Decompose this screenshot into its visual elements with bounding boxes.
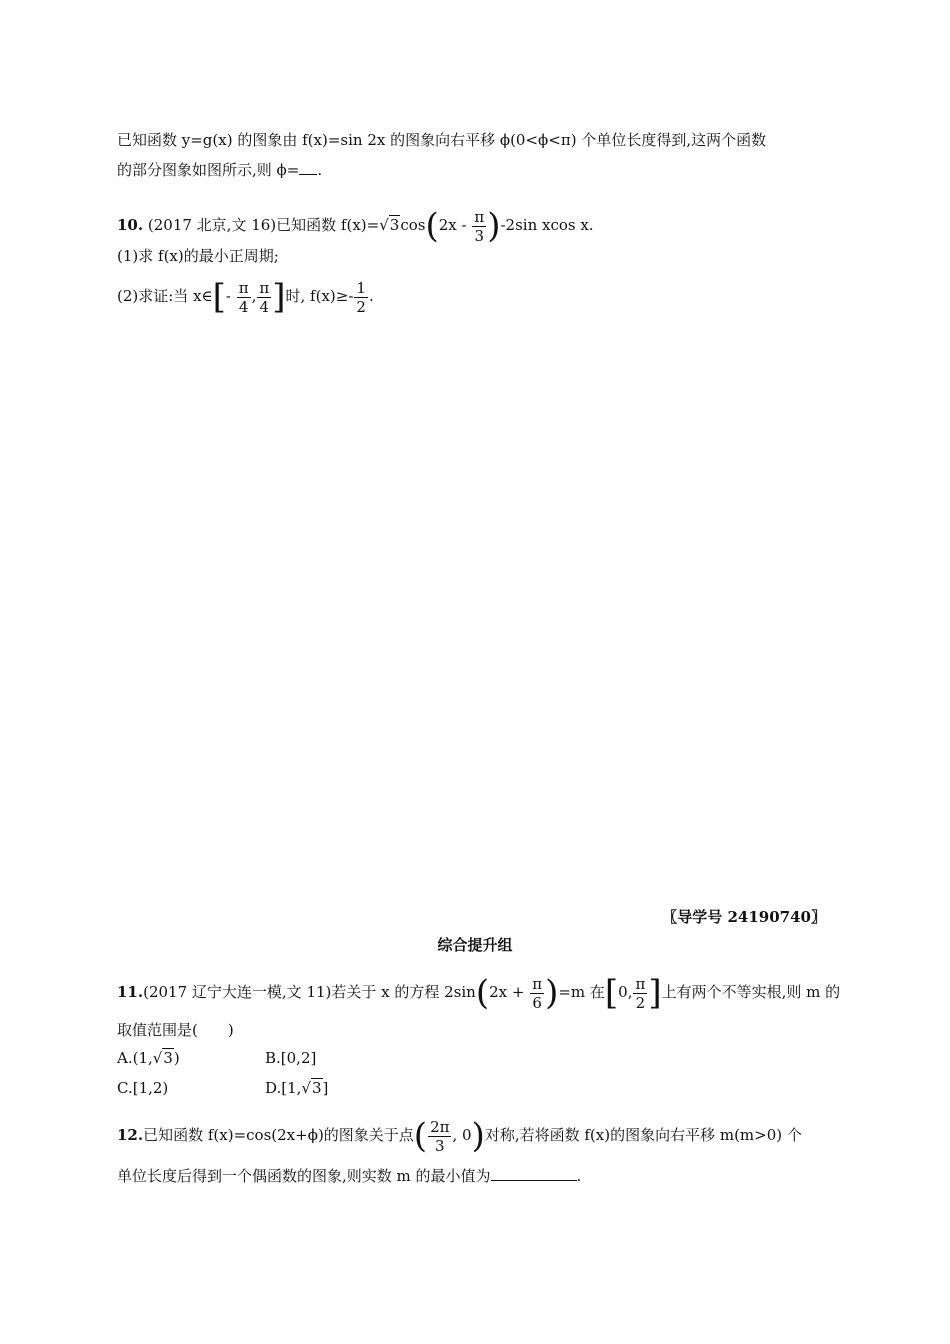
sqrt-symbol: √ (152, 1049, 163, 1067)
q11-pi-2 (633, 975, 647, 1012)
q12-three: 3 (434, 1136, 445, 1155)
option-b[interactable]: B.[0,2] (265, 1049, 317, 1067)
section-title: 综合提升组 (437, 936, 513, 954)
right-paren: ) (471, 1116, 485, 1156)
q11-inner: 2x + (489, 983, 530, 1001)
q10-number: 10. (117, 216, 144, 234)
q10-intro: (2017 北京,文 16)已知函数 f(x)= (147, 216, 380, 234)
q12-line-2-end: . (576, 1167, 582, 1185)
q10-neg-pi-4 (237, 279, 251, 316)
sqrt-symbol: √ (379, 216, 389, 234)
q11-six: 6 (532, 993, 542, 1012)
q10-frac-den: 3 (474, 226, 485, 245)
q10-pi-4 (257, 279, 271, 316)
left-bracket: [ (212, 277, 226, 317)
q11-eqm: =m 在 (558, 983, 605, 1001)
q12-line-2 (117, 1166, 581, 1186)
q9-line-2 (117, 160, 322, 180)
sqrt-symbol: √ (301, 1079, 311, 1097)
answer-blank[interactable] (299, 160, 317, 175)
left-paren: ( (425, 206, 439, 246)
right-paren: ) (487, 206, 501, 246)
right-bracket: ] (272, 277, 286, 317)
q12-zero: , 0 (452, 1126, 472, 1144)
q10-frac-num: π (474, 207, 485, 226)
option-d-post: ] (322, 1079, 329, 1097)
q12-tail: 对称,若将函数 f(x)的图象向右平移 m(m>0) 个 (484, 1126, 802, 1144)
q10-neg: - (225, 287, 236, 305)
q10-tail: -2sin xcos x. (500, 216, 594, 234)
q10-sqrt3: 3 (389, 216, 400, 234)
q10-statement (117, 200, 594, 250)
q11-intro: (2017 辽宁大连一模,文 11)若关于 x 的方程 2sin (143, 983, 476, 1001)
q10-part-2 (117, 272, 374, 320)
option-c[interactable]: C.[1,2) (117, 1079, 169, 1097)
left-paren: ( (475, 973, 490, 1013)
q12-intro: 已知函数 f(x)=cos(2x+ϕ)的图象关于点 (143, 1126, 414, 1144)
q11-two: 2 (635, 993, 646, 1012)
q10-one-half (354, 279, 368, 316)
q10-part-2-b: 时, f(x)≥- (285, 287, 354, 305)
q10-dot: . (368, 287, 374, 305)
q10-part-2-a: (2)求证:当 x∈ (117, 287, 213, 305)
option-d-pre: D.[1, (265, 1079, 302, 1097)
q11-number: 11. (117, 983, 144, 1001)
q10-inner: 2x - (438, 216, 472, 234)
q10-cos: cos (400, 216, 426, 234)
guide-number: 〖导学号 24190740〗 (662, 908, 826, 926)
q10-part-1: (1)求 f(x)的最小正周期; (117, 247, 279, 265)
right-paren: ) (545, 973, 559, 1013)
q11-zero: 0, (618, 983, 633, 1001)
option-a-post: ) (173, 1049, 180, 1067)
q11-options-row-2 (117, 1078, 328, 1098)
q11-pi: π (532, 974, 543, 993)
q10-two: 2 (356, 297, 366, 316)
q10-one: 1 (356, 278, 366, 297)
q10-four-b: 4 (259, 297, 270, 316)
q11-line-2: 取值范围是( ) (117, 1021, 234, 1039)
option-d[interactable] (265, 1078, 328, 1097)
option-a-pre: A.(1, (117, 1049, 153, 1067)
option-d-sqrt: 3 (312, 1079, 322, 1097)
left-paren: ( (413, 1116, 428, 1156)
q12-statement (117, 1108, 802, 1162)
answer-blank[interactable] (491, 1166, 577, 1181)
q11-tail: 上有两个不等实根,则 m 的 (661, 983, 841, 1001)
right-bracket: ] (648, 973, 662, 1013)
q12-twopi: 2π (430, 1117, 450, 1136)
q10-pi-a: π (238, 278, 249, 297)
option-a[interactable] (117, 1048, 265, 1068)
q9-line-1: 已知函数 y=g(x) 的图象由 f(x)=sin 2x 的图象向右平移 ϕ(0<ϕ<π) 个单位长度得到,这两个函数 (117, 131, 767, 149)
q11-options-row-1 (117, 1048, 316, 1068)
left-bracket: [ (604, 973, 619, 1013)
q11-statement (117, 966, 840, 1018)
q9-line-2-end: . (317, 161, 323, 179)
q11-pi-6 (530, 975, 544, 1012)
q12-2pi-3 (428, 1118, 451, 1155)
q10-comma: , (251, 287, 257, 305)
q10-four-a: 4 (238, 297, 249, 316)
q10-pi-b: π (259, 278, 270, 297)
option-a-sqrt: 3 (163, 1049, 173, 1067)
q12-number: 12. (117, 1126, 144, 1144)
q9-line-2-text: 的部分图象如图所示,则 ϕ= (117, 161, 300, 179)
q10-fraction (472, 208, 486, 245)
q12-line-2-text: 单位长度后得到一个偶函数的图象,则实数 m 的最小值为 (117, 1167, 491, 1185)
q11-pi-b: π (635, 974, 646, 993)
